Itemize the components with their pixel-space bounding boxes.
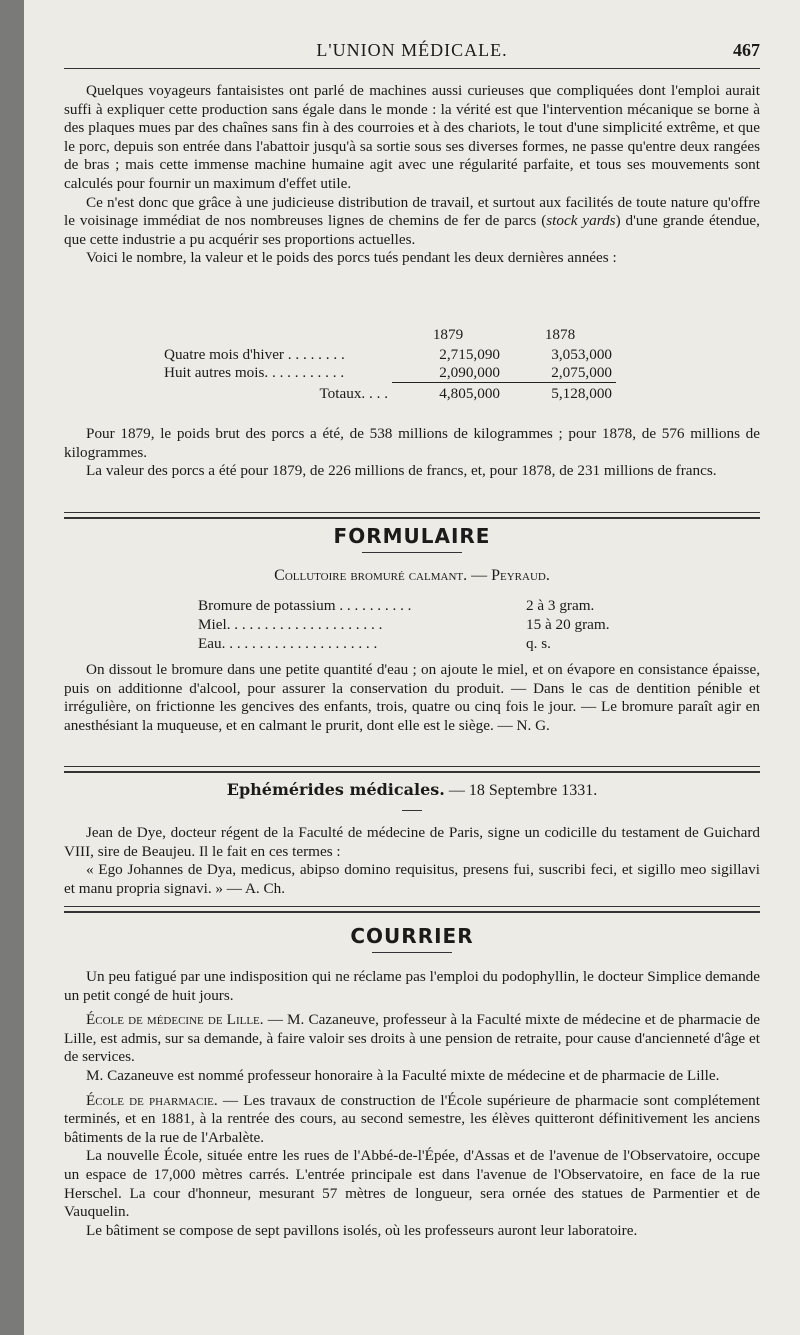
cell-value: 2,715,090 [439, 346, 500, 363]
paragraph-formulaire: On dissout le bromure dans une petite quantité d'eau ; on ajoute le miel, et on évapore en consistance épaisse, puis on additionne d'alcool, pour assurer la conservation du produit. — Dans le cas de dentition pénible et irrégulière, on frictionne les gencives des enfants, trois, quatre ou cinq fois le jour. — Le bromure paraît agir en anesthésiant la muqueuse, et en calmant le prurit, dont elle est le siège. — N. G. [64, 661, 760, 734]
paragraph-machines: Quelques voyageurs fantaisistes ont parlé de machines aussi curieuses que compliquées dont l'emploi aurait suffi à expliquer cette production sans égale dans le monde : la vérité est que l'intervention mécanique se borne à des plaques mues par des chaînes sans fin à des courroies et à des chariots, le tout d'une simplicité extrême, et que le porc, depuis son entrée dans l'abattoir jusqu'à sa sortie sous ses diverses formes, ne passe qu'entre deux rangées de bras ; mais cette immense machine humaine agit avec une régularité parfaite, et tous ses mouvements sont calculés pour fournir un maximum d'effet utile. [64, 82, 760, 192]
table-header-blank [160, 324, 392, 346]
ingredient-name: Bromure de potassium . . . . . . . . . . [198, 597, 412, 614]
section-divider [64, 512, 760, 519]
table-header-row [160, 324, 616, 346]
ephemerides-date: — 18 Septembre 1331. [444, 782, 598, 799]
total-value: 4,805,000 [392, 383, 504, 404]
table-row [160, 346, 616, 364]
paragraph-batiment: Le bâtiment se compose de sept pavillons isolés, où les professeurs auront leur laboratoire. [86, 1221, 638, 1239]
ephemerides-body [64, 824, 760, 898]
list-item [198, 634, 668, 653]
paragraph-jean-de-dye: Jean de Dye, docteur régent de la Faculté de médecine de Paris, signe un codicille du testament de Guichard VIII, sire de Beaujeu. Il le fait en ces termes : [64, 824, 760, 860]
total-value: 5,128,000 [504, 383, 616, 404]
section-divider [64, 766, 760, 773]
text-span: — Les travaux de construction de l'École supérieure de pharmacie sont complétement terminés, et en 1881, à la rentrée des cours, au second semestre, les élèves quitteront définitivement les anciens bâtiments de la rue de l'Arbalète. [64, 1091, 760, 1146]
list-item [198, 596, 668, 615]
courrier-title: COURRIER [350, 924, 474, 948]
title-underline [372, 952, 452, 953]
paragraph-parcs [64, 194, 760, 250]
ingredient-text: Eau [198, 635, 222, 652]
paragraph-nouvelle-ecole: La nouvelle École, située entre les rues de l'Abbé-de-l'Épée, d'Assas et de l'avenue de l'Observatoire, occupe un espace de 17,000 mètres carrés. L'entrée principale est dans l'avenue de l'Observatoire, en face de la rue Herschel. La cour d'honneur, mesurant 57 mètres de longueur, sera ornée des statues de Parmentier et de Vauquelin. [64, 1147, 760, 1221]
cell-value: 2,075,000 [551, 364, 612, 381]
table-total-row [160, 383, 616, 404]
column-header: 1879 [432, 326, 464, 343]
recipe-list [198, 596, 668, 653]
ingredient-qty: 2 à 3 gram. [526, 597, 595, 614]
page-number: 467 [733, 40, 760, 60]
section-divider [64, 906, 760, 913]
journal-page [24, 0, 800, 1335]
ingredient-text: Bromure de potassium [198, 597, 336, 614]
text-span: Ce n'est donc que grâce à une judicieuse distribution de travail, et surtout aux facilités de toute nature qu'offre le voisinage immédiat de nos nombreuses lignes de chemins de fer de parcs ( [64, 193, 760, 230]
text-span: ) d'une grande étendue, que cette industrie a pu acquérir ses proportions actuelles. [64, 212, 760, 248]
title-underline [362, 552, 462, 553]
paragraph-simplice: Un peu fatigué par une indisposition qui ne réclame pas l'emploi du podophyllin, le docteur Simplice demande un petit congé de huit jours. [64, 968, 760, 1004]
paragraph-poids: Pour 1879, le poids brut des porcs a été, de 538 millions de kilogrammes ; pour 1878, de 576 millions de kilogrammes. [64, 425, 760, 461]
paragraph-label: École de pharmacie. [86, 1091, 218, 1109]
formulaire-body [64, 661, 760, 735]
ingredient-qty: q. s. [526, 635, 551, 652]
intro-section [64, 82, 760, 268]
title-underline [402, 810, 422, 811]
italic-term: stock yards [546, 212, 616, 230]
page-header [64, 40, 760, 70]
cell-value: 2,090,000 [439, 364, 500, 381]
ephemerides-label: Ephémérides médicales. [226, 780, 445, 799]
pork-stats-table [160, 324, 616, 403]
column-header: 1878 [544, 326, 576, 343]
paragraph-label: École de médecine de Lille. [86, 1011, 264, 1029]
cell-value: 3,053,000 [551, 346, 612, 363]
table-row [160, 364, 616, 383]
ingredient-qty: 15 à 20 gram. [526, 616, 610, 633]
total-label: Totaux. . . . [319, 384, 388, 402]
paragraph-cazaneuve: M. Cazaneuve est nommé professeur honoraire à la Faculté mixte de médecine et de pharmacie de Lille. [86, 1066, 720, 1084]
paragraph-valeur: La valeur des porcs a été pour 1879, de 226 millions de francs, et, pour 1878, de 231 millions de francs. [86, 462, 717, 480]
paragraph-pharmacie [64, 1092, 760, 1148]
running-title: L'UNION MÉDICALE. [316, 40, 508, 60]
list-item [198, 615, 668, 634]
formulaire-subtitle: Collutoire bromuré calmant. — Peyraud. [274, 567, 550, 584]
formulaire-title: FORMULAIRE [333, 524, 491, 548]
paragraph-lille [64, 1011, 760, 1067]
header-rule [64, 68, 760, 69]
ingredient-name: Eau. . . . . . . . . . . . . . . . . . . . . [198, 635, 378, 652]
after-table-section [64, 425, 760, 481]
row-label: Quatre mois d'hiver . . . . . . . . [164, 346, 345, 363]
courrier-body [64, 968, 760, 1240]
ingredient-text: Miel [198, 616, 227, 633]
paragraph-table-intro: Voici le nombre, la valeur et le poids des porcs tués pendant les deux dernières années : [86, 249, 617, 267]
text-span: — M. Cazaneuve, professeur à la Faculté mixte de médecine et de pharmacie de Lille, est admis, sur sa demande, à faire valoir ses droits à une pension de retraite, pour cause d'ancienneté d'âge et de services. [64, 1011, 761, 1066]
ephemerides-title [64, 780, 760, 800]
paragraph-latin-quote: « Ego Johannes de Dya, medicus, abipso domino requisitus, presens fui, suscribi feci, et sigillo meo sigillavi et manu propria signavi. » — A. Ch. [64, 861, 760, 897]
row-label: Huit autres mois. . . . . . . . . . . [164, 364, 345, 382]
ingredient-name: Miel. . . . . . . . . . . . . . . . . . . . . [198, 616, 383, 633]
